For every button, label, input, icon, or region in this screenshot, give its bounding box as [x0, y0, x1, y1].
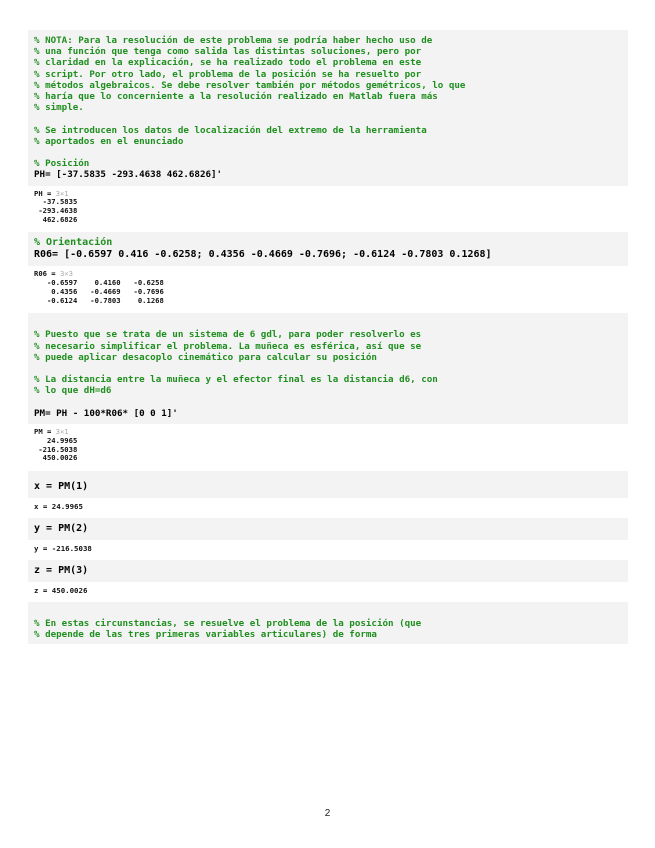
output-var: PM =: [34, 427, 52, 437]
page-number: 2: [324, 808, 331, 819]
code-line: PH= [-37.5835 -293.4638 462.6826]': [34, 169, 223, 181]
output-dims: 3×1: [55, 427, 69, 437]
output-dims: 3×1: [55, 188, 69, 198]
code-block-decoupling[interactable]: [28, 313, 628, 424]
comment-lines: % Puesto que se trata de un sistema de 6 gdl, para poder resolverlo es % necesario simplificar el problema. La muñeca es esférica, así que se % puede aplicar desacoplo cinemático para calcular su posición % La distancia entre la muñeca y el efector final es la distancia d6, con % lo que dH=d6: [34, 329, 438, 397]
output-x: x = 24.9965: [34, 501, 83, 511]
output-values: -37.5835 -293.4638 462.6826: [38, 197, 78, 224]
comment-lines: % NOTA: Para la resolución de este problema se podría haber hecho uso de % una función que tenga como salida las distintas soluciones, pero por % claridad en la explicación, se ha realizado todo el problema en este % script. Por otro lado, el problema de la posición se ha resuelto por % métodos algebraicos. Se debe resolver también por métodos gemétricos, lo que % haría que lo concerniente a la resolución realizado en Matlab fuera más % simple. % Se introducen los datos de localización del extremo de la herramienta % aportados en el enunciado % Posición: [34, 35, 466, 170]
code-line: z = PM(3): [34, 564, 89, 576]
output-r06: [28, 266, 628, 313]
output-z: z = 450.0026: [34, 585, 88, 595]
code-block-position[interactable]: [28, 602, 628, 644]
code-line: y = PM(2): [34, 522, 89, 534]
code-block-x[interactable]: [28, 471, 628, 498]
output-dims: 3×3: [59, 269, 73, 279]
code-line: PM= PH - 100*R06* [0 0 1]': [34, 407, 178, 419]
output-values: -0.6597 0.4160 -0.6258 0.4356 -0.4669 -0.7696 -0.6124 -0.7803 0.1268: [46, 278, 164, 305]
code-block-y[interactable]: [28, 518, 628, 540]
comment-lines: % En estas circunstancias, se resuelve el problema de la posición (que % depende de las tres primeras variables articulares) de forma: [34, 618, 422, 641]
output-var: R06 =: [34, 269, 56, 279]
output-y: y = -216.5038: [34, 543, 92, 553]
output-var: PH =: [34, 188, 52, 198]
code-block-orientation[interactable]: [28, 232, 628, 266]
output-pm: [28, 424, 628, 471]
code-block-notes[interactable]: [28, 30, 628, 186]
live-script-page: [28, 30, 628, 644]
code-line: R06= [-0.6597 0.416 -0.6258; 0.4356 -0.4669 -0.7696; -0.6124 -0.7803 0.1268]: [34, 249, 492, 261]
code-block-z[interactable]: [28, 560, 628, 582]
comment-lines: % Orientación: [34, 237, 113, 249]
output-ph: [28, 186, 628, 233]
code-line: x = PM(1): [34, 480, 89, 492]
output-values: 24.9965 -216.5038 450.0026: [38, 435, 78, 463]
